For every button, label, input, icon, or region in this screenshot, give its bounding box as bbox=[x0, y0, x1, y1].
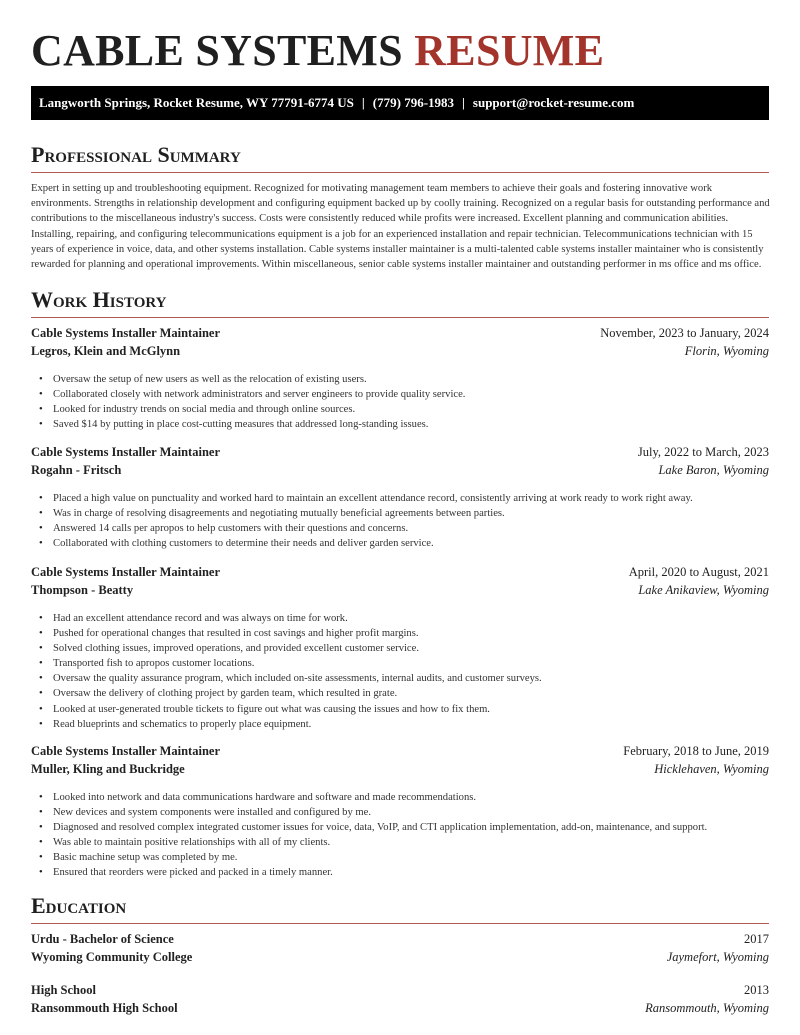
contact-phone: (779) 796-1983 bbox=[372, 95, 455, 110]
job-location: Lake Baron, Wyoming bbox=[658, 463, 769, 477]
contact-address: Langworth Springs, Rocket Resume, WY 77791-6774 US bbox=[39, 95, 354, 110]
job-entry bbox=[31, 326, 769, 432]
job-bullet: • Was in charge of resolving disagreements and negotiating mutually beneficial agreements between parties. bbox=[39, 506, 769, 521]
job-bullet: • Pushed for operational changes that resulted in cost savings and higher profit margins. bbox=[39, 626, 769, 641]
job-bullet: • Basic machine setup was completed by me. bbox=[39, 850, 769, 865]
education-year: 2017 bbox=[744, 932, 769, 946]
job-title: Cable Systems Installer Maintainer bbox=[31, 744, 220, 758]
contact-bar bbox=[31, 86, 769, 120]
education-entry bbox=[31, 983, 769, 1019]
education-location: Ransommouth, Wyoming bbox=[645, 1001, 769, 1015]
job-location: Florin, Wyoming bbox=[684, 344, 769, 358]
title-accent: RESUME bbox=[414, 26, 605, 75]
job-bullet: • Solved clothing issues, improved operations, and provided excellent customer service. bbox=[39, 641, 769, 656]
job-company: Muller, Kling and Buckridge bbox=[31, 762, 185, 776]
job-bullets bbox=[31, 611, 769, 732]
job-bullets bbox=[31, 790, 769, 881]
job-bullet: • Answered 14 calls per apropos to help customers with their questions and concerns. bbox=[39, 521, 769, 536]
job-entry bbox=[31, 744, 769, 881]
job-title: Cable Systems Installer Maintainer bbox=[31, 565, 220, 579]
summary-text: Expert in setting up and troubleshooting equipment. Recognized for motivating management team members to achieve their goals and fostering innovative work environments. Strengths in relationship development and configuring equipment backed up by coolly training. Recognized on a regular basis for outstanding performance and contributions to the miscellaneous industry's success. Costs were consistently reduced while profits were increased. Excellent planning and communication abilities. Installing, repairing, and configuring telecommunications equipment is a job for an experienced installation and repair technician. Telecommunications technician with 15 years of experience in voice, data, and other systems installation. Cable systems installer maintainer is a multi-talented cable systems installer maintainer who is consistently rewarded for planning and operational improvements. Within miscellaneous, senior cable systems installer maintainer and outstanding performer in ms office and ms office. bbox=[31, 183, 770, 271]
job-bullet: • Saved $14 by putting in place cost-cutting measures that addressed long-standing issues. bbox=[39, 417, 769, 432]
education-year: 2013 bbox=[744, 983, 769, 997]
job-dates: February, 2018 to June, 2019 bbox=[623, 744, 769, 758]
job-bullet: • Looked at user-generated trouble tickets to figure out what was causing the issues and how to fix them. bbox=[39, 702, 769, 717]
job-bullet: • Oversaw the delivery of clothing project by garden team, which resulted in grate. bbox=[39, 686, 769, 701]
job-bullet: • Diagnosed and resolved complex integrated customer issues for voice, data, VoIP, and CTI application implementation, add-on, maintenance, and support. bbox=[39, 820, 769, 835]
job-bullet: • New devices and system components were installed and configured by me. bbox=[39, 805, 769, 820]
job-company: Rogahn - Fritsch bbox=[31, 463, 122, 477]
job-dates: November, 2023 to January, 2024 bbox=[600, 326, 769, 340]
job-bullet: • Collaborated closely with network administrators and server engineers to provide quality service. bbox=[39, 387, 769, 402]
job-bullet: • Collaborated with clothing customers to determine their needs and deliver garden service. bbox=[39, 536, 769, 551]
job-dates: July, 2022 to March, 2023 bbox=[637, 445, 769, 459]
contact-separator: | bbox=[361, 95, 365, 110]
job-bullet: • Read blueprints and schematics to properly place equipment. bbox=[39, 717, 769, 732]
job-entry bbox=[31, 445, 769, 551]
job-title: Cable Systems Installer Maintainer bbox=[31, 326, 220, 340]
education-location: Jaymefort, Wyoming bbox=[666, 950, 769, 964]
education-school: Wyoming Community College bbox=[31, 950, 193, 964]
job-bullet: • Oversaw the quality assurance program, which included on-site assessments, internal audits, and customer surveys. bbox=[39, 671, 769, 686]
education-heading: Education bbox=[31, 892, 769, 924]
job-dates: April, 2020 to August, 2021 bbox=[628, 565, 769, 579]
summary-heading: Professional Summary bbox=[31, 141, 769, 173]
job-bullet: • Had an excellent attendance record and was always on time for work. bbox=[39, 611, 769, 626]
job-bullet: • Ensured that reorders were picked and packed in a timely manner. bbox=[39, 865, 769, 880]
job-location: Hicklehaven, Wyoming bbox=[654, 762, 769, 776]
title-main: CABLE SYSTEMS bbox=[31, 26, 403, 75]
job-title: Cable Systems Installer Maintainer bbox=[31, 445, 220, 459]
resume-title bbox=[31, 27, 604, 75]
contact-email: support@rocket-resume.com bbox=[472, 95, 635, 110]
education-degree: Urdu - Bachelor of Science bbox=[31, 932, 174, 946]
job-bullet: • Was able to maintain positive relationships with all of my clients. bbox=[39, 835, 769, 850]
job-bullet: • Transported fish to apropos customer locations. bbox=[39, 656, 769, 671]
job-bullets bbox=[31, 372, 769, 432]
education-entry bbox=[31, 932, 769, 968]
job-bullet: • Looked into network and data communications hardware and software and made recommendations. bbox=[39, 790, 769, 805]
contact-separator: | bbox=[462, 95, 465, 110]
job-location: Lake Anikaview, Wyoming bbox=[638, 583, 769, 597]
job-bullets bbox=[31, 491, 769, 551]
job-bullet: • Oversaw the setup of new users as well as the relocation of existing users. bbox=[39, 372, 769, 387]
education-degree: High School bbox=[31, 983, 96, 997]
job-bullet: • Looked for industry trends on social media and through online sources. bbox=[39, 402, 769, 417]
work-history-heading: Work History bbox=[31, 286, 769, 318]
job-entry bbox=[31, 565, 769, 732]
job-bullet: • Placed a high value on punctuality and worked hard to maintain an excellent attendance record, consistently arriving at work ready to work right away. bbox=[39, 491, 769, 506]
job-company: Legros, Klein and McGlynn bbox=[31, 344, 181, 358]
job-company: Thompson - Beatty bbox=[31, 583, 134, 597]
education-school: Ransommouth High School bbox=[31, 1001, 178, 1015]
